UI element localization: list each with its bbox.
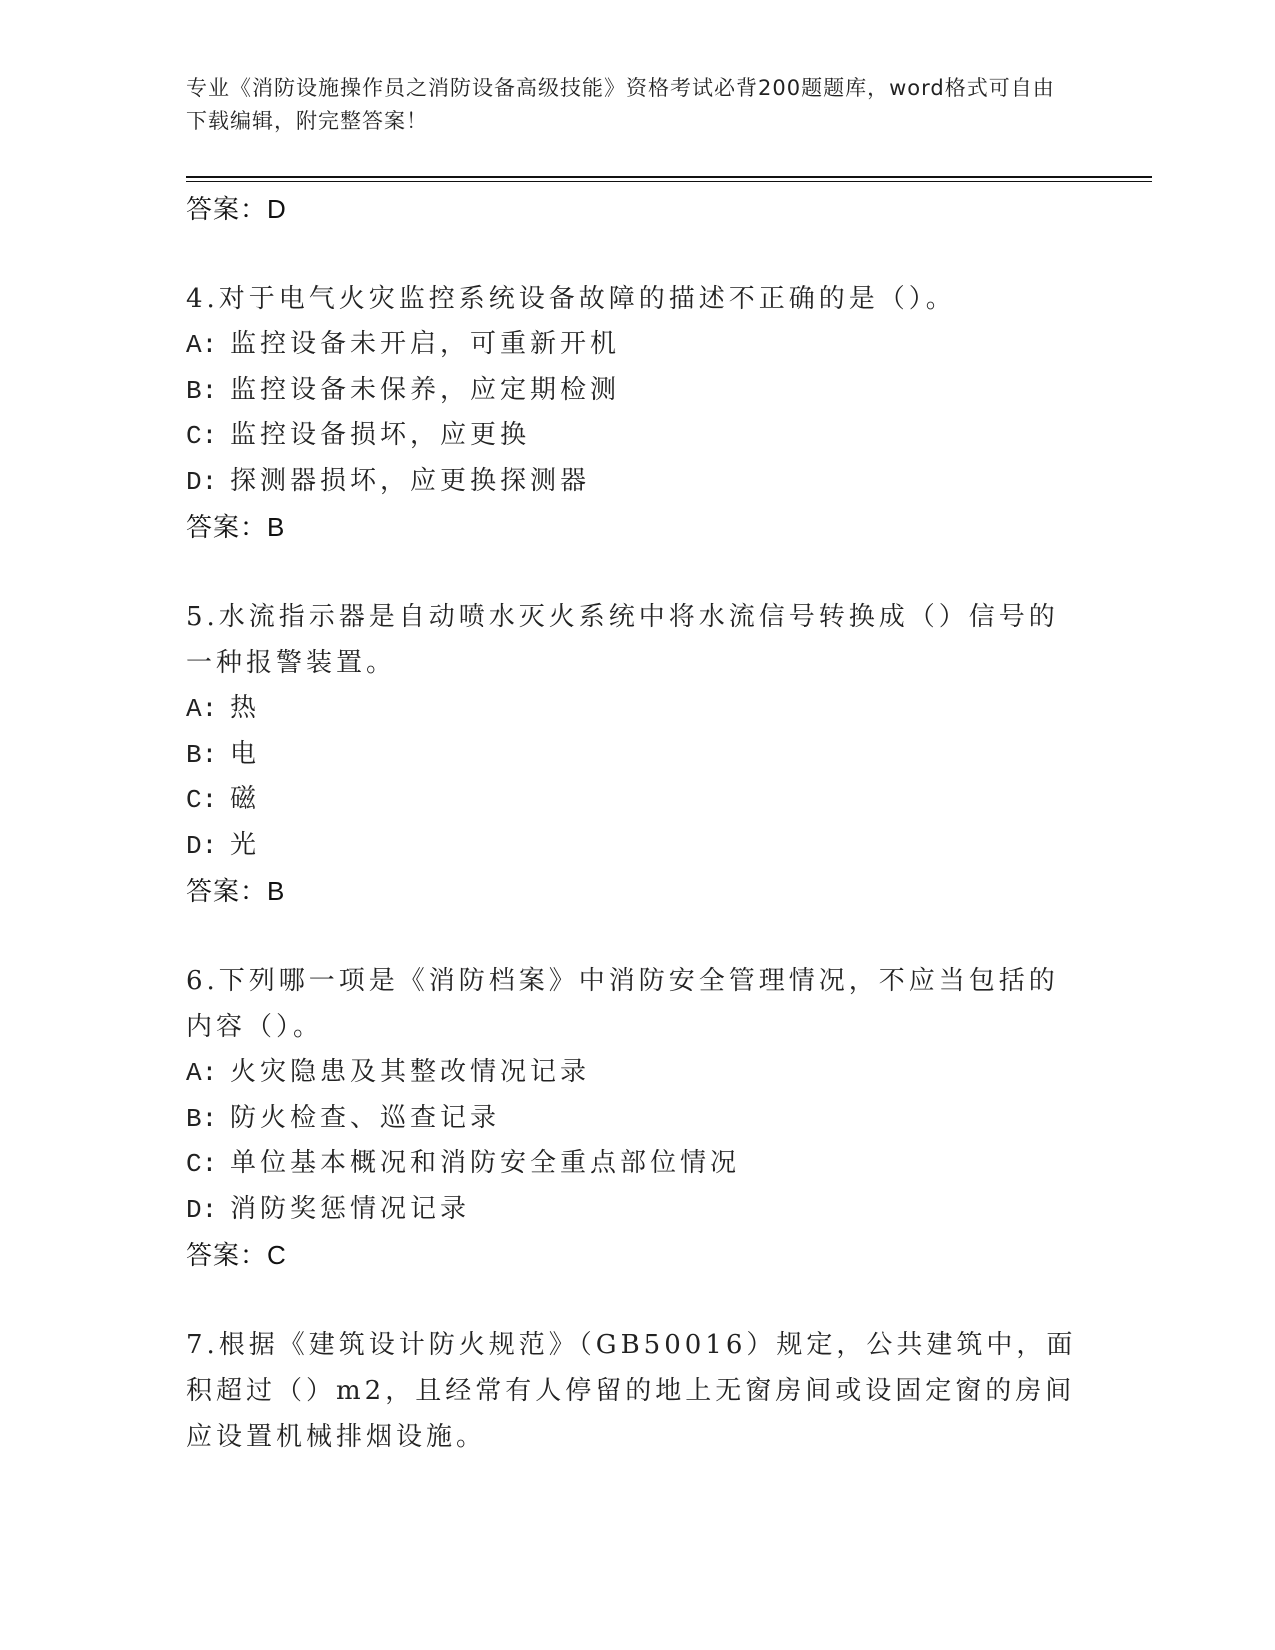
option-text: 监控设备未保养，应定期检测 <box>230 374 621 405</box>
spacer <box>186 1278 1086 1322</box>
option-row <box>186 823 1086 869</box>
option-text: 监控设备未开启，可重新开机 <box>230 329 621 359</box>
option-text: 探测器损坏，应更换探测器 <box>230 465 591 496</box>
option-row <box>186 1187 1086 1233</box>
option-text: 光 <box>230 829 261 860</box>
option-key: A: <box>186 694 218 724</box>
spacer <box>186 914 1086 958</box>
option-key: D: <box>186 466 218 497</box>
question-text: 5.水流指示器是自动喷水灭火系统中将水流信号转换成（）信号的一种报警装置。 <box>186 602 1059 678</box>
option-text: 防火检查、巡查记录 <box>230 1102 501 1133</box>
option-row <box>186 459 1086 505</box>
question-block <box>186 958 1086 1322</box>
document-header: 专业《消防设施操作员之消防设备高级技能》资格考试必背200题题库，word格式可自由下载编辑，附完整答案！ <box>186 76 1055 133</box>
option-text: 热 <box>230 693 261 723</box>
option-key: C: <box>186 1149 218 1179</box>
option-key: C: <box>186 785 218 815</box>
option-key: B: <box>186 739 218 770</box>
spacer <box>186 550 1086 594</box>
answer-line: 答案：B <box>186 876 286 906</box>
option-text: 电 <box>230 738 261 769</box>
option-key: B: <box>186 375 218 406</box>
question-block <box>186 276 1086 594</box>
option-text: 单位基本概况和消防安全重点部位情况 <box>230 1148 741 1178</box>
header-divider <box>186 176 1152 182</box>
question-block <box>186 1322 1086 1460</box>
question-text: 6.下列哪一项是《消防档案》中消防安全管理情况，不应当包括的内容（）。 <box>186 966 1059 1042</box>
option-row <box>186 413 1086 459</box>
option-row <box>186 1141 1086 1187</box>
question-text: 7.根据《建筑设计防火规范》（GB50016）规定，公共建筑中，面积超过（）m2，且经常有人停留的地上无窗房间或设固定窗的房间应设置机械排烟设施。 <box>186 1330 1077 1452</box>
option-row <box>186 686 1086 732</box>
option-key: A: <box>186 330 218 360</box>
questions-container <box>186 276 1086 1460</box>
option-key: C: <box>186 421 218 451</box>
option-key: D: <box>186 830 218 861</box>
answer-line: 答案：C <box>186 1240 287 1270</box>
option-text: 监控设备损坏，应更换 <box>230 420 531 450</box>
option-key: B: <box>186 1103 218 1134</box>
option-row <box>186 322 1086 368</box>
option-row <box>186 1050 1086 1096</box>
option-row <box>186 732 1086 778</box>
answer-line: 答案：B <box>186 512 286 542</box>
answer-line: 答案：D <box>186 194 287 224</box>
option-row <box>186 368 1086 414</box>
option-key: A: <box>186 1058 218 1088</box>
question-text: 4.对于电气火灾监控系统设备故障的描述不正确的是（）。 <box>186 284 956 314</box>
option-row <box>186 1096 1086 1142</box>
spacer <box>186 232 1086 276</box>
option-key: D: <box>186 1194 218 1225</box>
option-text: 火灾隐患及其整改情况记录 <box>230 1057 591 1087</box>
option-text: 磁 <box>230 784 261 814</box>
option-row <box>186 777 1086 823</box>
question-block <box>186 594 1086 958</box>
question-list <box>186 186 1086 1460</box>
option-text: 消防奖惩情况记录 <box>230 1193 471 1224</box>
